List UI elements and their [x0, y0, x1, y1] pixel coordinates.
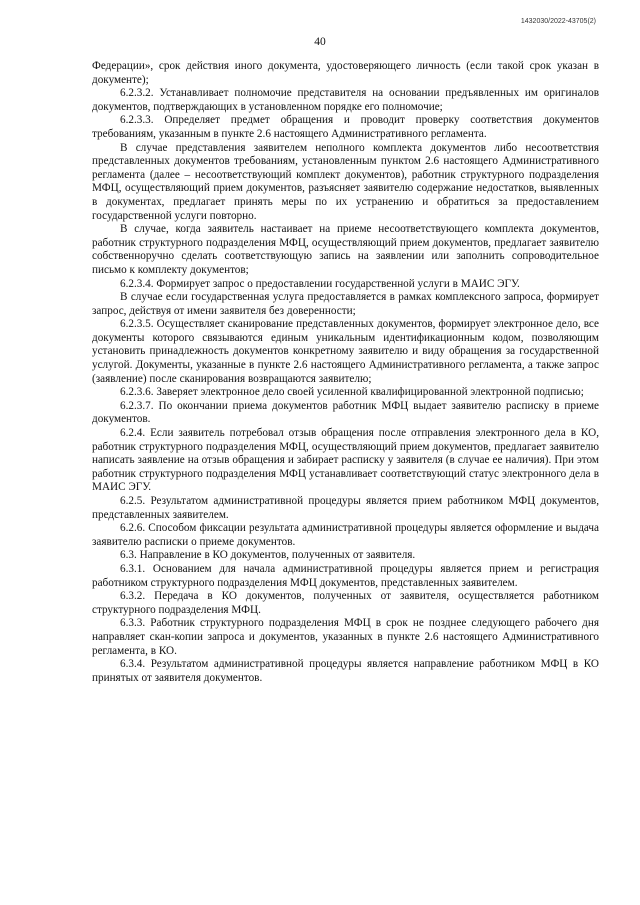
paragraph-applicant-insists: В случае, когда заявитель настаивает на приеме несоответствующего комплекта документов, работник структурного подразделения МФЦ, осуществляющий прием документов, предлагает заявителю собственноручно сделать соответствующую запись на заявлении или заполнить сопроводительное письмо к комплекту документов; — [92, 223, 599, 276]
paragraph-6-2-3-4: 6.2.3.4. Формирует запрос о предоставлении государственной услуги в МАИС ЭГУ. — [120, 277, 520, 290]
paragraph-6-3-2: 6.3.2. Передача в КО документов, полученных от заявителя, осуществляется работником структурного подразделения МФЦ. — [92, 590, 599, 616]
document-body — [92, 60, 599, 685]
paragraph-complex-request: В случае если государственная услуга предоставляется в рамках комплексного запроса, формирует запрос, действуя от имени заявителя без доверенности; — [92, 291, 599, 317]
paragraph-6-3-3: 6.3.3. Работник структурного подразделения МФЦ в срок не позднее следующего рабочего дня направляет скан-копии запроса и документов, указанных в пункте 2.6 настоящего Административного регламента, в КО. — [92, 617, 599, 657]
paragraph-6-2-5: 6.2.5. Результатом административной процедуры является прием работником МФЦ документов, представленных заявителем. — [92, 495, 599, 521]
paragraph-6-2-3-6: 6.2.3.6. Заверяет электронное дело своей усиленной квалифицированной электронной подписью; — [120, 386, 584, 399]
paragraph-6-3-1: 6.3.1. Основанием для начала административной процедуры является прием и регистрация работником структурного подразделения МФЦ документов, представленных заявителем. — [92, 562, 599, 589]
paragraph-6-2-3-3: 6.2.3.3. Определяет предмет обращения и проводит проверку соответствия документов требованиям, указанным в пункте 2.6 настоящего Административного регламента. — [92, 114, 599, 140]
page-number: 40 — [314, 36, 326, 48]
paragraph-6-3-4: 6.3.4. Результатом административной процедуры является направление работником МФЦ в КО принятых от заявителя документов. — [92, 658, 599, 684]
paragraph-6-2-3-2: 6.2.3.2. Устанавливает полномочие представителя на основании предъявленных им оригиналов документов, подтверждающих в установленном порядке его полномочие; — [92, 87, 599, 113]
paragraph-6-2-6: 6.2.6. Способом фиксации результата административной процедуры является оформление и выдача заявителю расписки о приеме документов. — [92, 522, 599, 548]
paragraph-6-2-4: 6.2.4. Если заявитель потребовал отзыв обращения после отправления электронного дела в КО, работник структурного подразделения МФЦ, осуществляющий прием документов, предлагает заявителю написать заявление на отзыв обращения и забирает расписку у заявителя (в случае ее наличия). При этом работник структурного подразделения МФЦ устанавливает соответствующий статус электронного дела в МАИС ЭГУ. — [92, 427, 599, 494]
paragraph-6-3: 6.3. Направление в КО документов, полученных от заявителя. — [120, 549, 416, 562]
document-id: 1432030/2022-43705(2) — [520, 18, 596, 25]
paragraph-continuation: Федерации», срок действия иного документа, удостоверяющего личность (если такой срок указан в документе); — [92, 60, 599, 86]
paragraph-6-2-3-5: 6.2.3.5. Осуществляет сканирование представленных документов, формирует электронное дело, все документы которого связываются единым уникальным идентификационным кодом, позволяющим установить принадлежность документов конкретному заявителю и виду обращения за государственной услугой. Документы, указанные в пункте 2.6 настоящего Административного регламента, а также запрос (заявление) после сканирования возвращаются заявителю; — [92, 318, 599, 385]
paragraph-incomplete-docs: В случае представления заявителем неполного комплекта документов либо несоответствия представленных документов требованиям, установленным пунктом 2.6 настоящего Административного регламента (далее – несоответствующий комплект документов), работник структурного подразделения МФЦ, осуществляющий прием документов, разъясняет заявителю содержание недостатков, выявленных в документах, предлагает принять меры по их устранению и обратиться за предоставлением государственной услуги повторно. — [92, 141, 599, 222]
paragraph-6-2-3-7: 6.2.3.7. По окончании приема документов работник МФЦ выдает заявителю расписку в приеме документов. — [92, 399, 599, 426]
